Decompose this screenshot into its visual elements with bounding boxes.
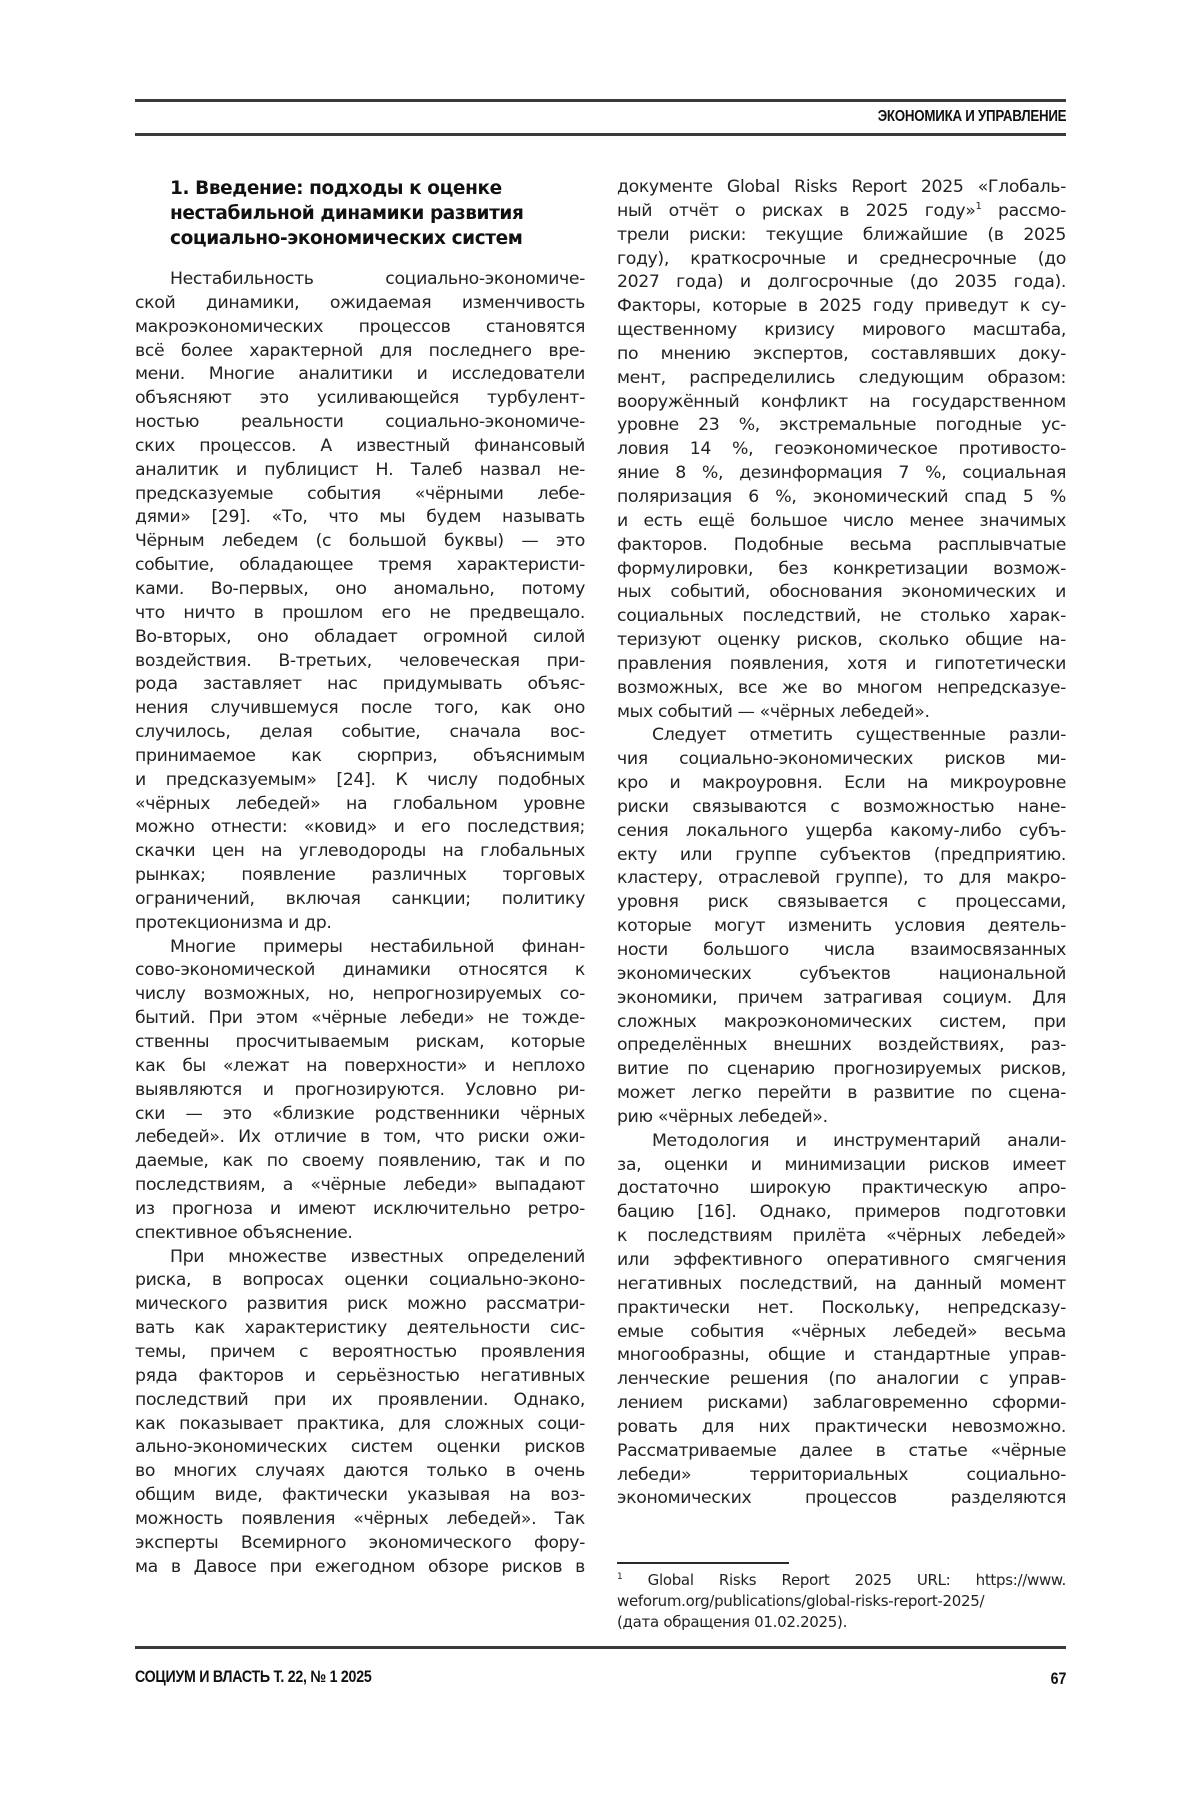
text-line: случилось, делая событие, сначала вос- <box>135 722 585 743</box>
text-line: лебеди» территориальных социально- <box>617 1464 1066 1485</box>
text-line: даемые, как по своему появлению, так и по <box>135 1151 585 1172</box>
page-number: 67 <box>1050 1670 1066 1688</box>
text-line: и есть ещё большое число менее значимых <box>617 510 1066 531</box>
text-line: ских процессов. А известный финансовый <box>135 435 585 456</box>
text-line: всё более характерной для последнего вре- <box>135 340 585 361</box>
text-line: как показывает практика, для сложных соци- <box>135 1413 585 1434</box>
text-line: экономических субъектов национальной <box>617 963 1066 984</box>
text-line: 2027 года) и долгосрочные (до 2035 года). <box>617 272 1066 293</box>
text-line: лением рисками) заблаговременно сформи- <box>617 1393 1066 1414</box>
text-line: ности большого числа взаимосвязанных <box>617 940 1066 960</box>
text-line: может легко перейти в развитие по сцена- <box>617 1083 1066 1104</box>
footnote-line: weforum.org/publications/global-risks-report-2025/ <box>617 1592 985 1610</box>
text-line: протекционизма и др. <box>135 912 332 933</box>
header-top-rule <box>135 99 1066 102</box>
text-line: ный отчёт о рисках в 2025 году»$^1$ рассмо- <box>617 200 1066 221</box>
text-line: эксперты Всемирного экономического фору- <box>135 1532 585 1553</box>
text-line: возможных, все же во многом непредсказуе- <box>617 677 1066 698</box>
text-line: факторов. Подобные весьма расплывчатые <box>617 534 1066 555</box>
text-line: году), краткосрочные и среднесрочные (до <box>617 248 1066 269</box>
text-line: выявляются и прогнозируются. Условно ри- <box>135 1079 585 1100</box>
text-line: ленческие решения (по аналогии с управ- <box>617 1369 1066 1390</box>
text-line: последствий при их проявлении. Однако, <box>135 1389 585 1410</box>
footnote <box>617 1570 1066 1633</box>
text-line: вооружённый конфликт на государственном <box>617 391 1066 412</box>
text-line: Следует отметить существенные разли- <box>652 725 1066 746</box>
text-line: последствиям, а «чёрные лебеди» выпадают <box>135 1175 585 1196</box>
text-line: ровать для них практически невозможно. <box>617 1416 1066 1437</box>
text-line: теризуют оценку рисков, сколько общие на- <box>617 630 1066 651</box>
text-line: можность появления «чёрных лебедей». Так <box>135 1508 585 1529</box>
text-line: или эффективного оперативного смягчения <box>617 1249 1066 1270</box>
text-line: емые события «чёрных лебедей» весьма <box>617 1321 1066 1342</box>
text-line: риска, в вопросах оценки социально-эконо- <box>135 1270 585 1291</box>
text-line: принимаемое как сюрприз, объяснимым <box>135 745 585 766</box>
text-line: нения случившемуся после того, как оно <box>135 698 585 719</box>
text-line: ных событий, обоснования экономических и <box>617 582 1066 603</box>
text-line: яние 8 %, дезинформация 7 %, социальная <box>617 463 1066 484</box>
text-line: предсказуемые события «чёрными лебе- <box>135 483 585 504</box>
text-line: во многих случаях даются только в очень <box>135 1461 585 1482</box>
text-line: екту или группе субъектов (предприятию. <box>617 844 1066 865</box>
text-line: достаточно широкую практическую апро- <box>617 1178 1066 1199</box>
text-line: Нестабильность социально-экономиче- <box>170 269 585 289</box>
text-line: Методология и инструментарий анали- <box>652 1130 1066 1151</box>
text-line: ловия 14 %, геоэкономическое противосто- <box>617 439 1066 460</box>
text-line: документе Global Risks Report 2025 «Глобаль- <box>617 177 1066 197</box>
text-line: ской динамики, ожидаемая изменчивость <box>135 292 585 313</box>
section-heading-line: нестабильной динамики развития <box>170 203 524 224</box>
text-line: мент, распределились следующим образом: <box>617 367 1066 388</box>
text-line: общим виде, фактически указывая на воз- <box>135 1485 585 1506</box>
text-line: негативных последствий, на данный момент <box>617 1273 1066 1294</box>
section-heading-line: 1. Введение: подходы к оценке <box>170 178 502 199</box>
text-line: ностью реальности социально-экономиче- <box>135 412 585 433</box>
right-column-body <box>617 176 1066 1511</box>
text-line: дями» [29]. «То, что мы будем называть <box>135 507 585 528</box>
text-line: объясняют это усиливающейся турбулент- <box>135 388 585 409</box>
text-line: аналитик и публицист Н. Талеб назвал не- <box>135 459 585 480</box>
text-line: за, оценки и минимизации рисков имеет <box>617 1154 1066 1175</box>
text-line: Многие примеры нестабильной финан- <box>170 936 585 957</box>
footnote-marker: 1 <box>617 1572 623 1582</box>
text-line: кластеру, отраслевой группе), то для макро- <box>617 868 1066 889</box>
text-line: риски связываются с возможностью нане- <box>617 796 1066 817</box>
text-line: скачки цен на углеводороды на глобальных <box>135 841 585 862</box>
text-line: по мнению экспертов, составлявших доку- <box>617 343 1066 364</box>
text-line: ограничений, включая санкции; политику <box>135 888 585 909</box>
text-line: Рассматриваемые далее в статье «чёрные <box>617 1440 1066 1461</box>
text-line: чия социально-экономических рисков ми- <box>617 749 1066 770</box>
section-heading-line: социально-экономических систем <box>170 228 523 249</box>
text-line: вать как характеристику деятельности сис- <box>135 1318 585 1339</box>
footnote-reference[interactable]: 1 <box>975 200 982 212</box>
footnote-separator <box>617 1562 789 1564</box>
text-line: мых событий — «чёрных лебедей». <box>617 701 930 722</box>
text-line: сложных макроэкономических систем, при <box>617 1011 1066 1032</box>
text-line: мени. Многие аналитики и исследователи <box>135 364 585 385</box>
footnote-line: $^1$ Global Risks Report 2025 URL: https://www. <box>617 1571 1066 1589</box>
text-line: ски — это «близкие родственники чёрных <box>135 1103 585 1124</box>
text-line: рию «чёрных лебедей». <box>617 1106 828 1127</box>
text-line: уровне 23 %, экстремальные погодные ус- <box>617 415 1066 436</box>
text-line: можно отнести: «ковид» и его последствия; <box>135 817 585 838</box>
text-line: экономических процессов разделяются <box>617 1488 1066 1509</box>
text-line: мического развития риск можно рассматри- <box>135 1294 585 1315</box>
text-line: Факторы, которые в 2025 году приведут к су- <box>617 296 1066 317</box>
text-line: Чёрным лебедем (с большой буквы) — это <box>135 531 585 552</box>
text-line: ками. Во-первых, оно аномально, потому <box>135 578 585 599</box>
text-line: из прогноза и имеют исключительно ретро- <box>135 1198 585 1219</box>
text-line: бацию [16]. Однако, примеров подготовки <box>617 1202 1066 1223</box>
text-line: которые могут изменить условия деятель- <box>617 916 1066 937</box>
footer-rule <box>135 1646 1066 1649</box>
text-line: кро и макроуровня. Если на микроуровне <box>617 773 1066 794</box>
text-line: событие, обладающее тремя характеристи- <box>135 555 585 576</box>
text-line: сения локального ущерба какому-либо субъ- <box>617 820 1066 841</box>
text-line: воздействия. В-третьих, человеческая при- <box>135 650 585 671</box>
text-line: числу возможных, но, непрогнозируемых со- <box>135 984 585 1005</box>
text-line: социальных последствий, не столько харак- <box>617 606 1066 627</box>
text-line: формулировки, без конкретизации возмож- <box>617 558 1066 579</box>
text-line: трели риски: текущие ближайшие (в 2025 <box>617 224 1066 245</box>
text-line: сово-экономической динамики относятся к <box>135 960 585 981</box>
text-line: рода заставляет нас придумывать объяс- <box>135 674 585 695</box>
text-line: и предсказуемым» [24]. К числу подобных <box>135 769 585 790</box>
running-head-section: ЭКОНОМИКА И УПРАВЛЕНИЕ <box>877 108 1066 125</box>
text-line: практически нет. Поскольку, непредсказу- <box>617 1297 1066 1318</box>
text-line: экономики, причем затрагивая социум. Для <box>617 987 1066 1008</box>
text-line: лебедей». Их отличие в том, что риски ожи- <box>135 1127 585 1148</box>
text-line: уровня риск связывается с процессами, <box>617 892 1066 913</box>
text-line: что ничто в прошлом его не предвещало. <box>135 602 585 623</box>
text-line: ма в Давосе при ежегодном обзоре рисков в <box>135 1556 585 1577</box>
text-line: щественному кризису мирового масштаба, <box>617 320 1066 341</box>
text-line: к последствиям прилёта «чёрных лебедей» <box>617 1226 1066 1247</box>
text-line: «чёрных лебедей» на глобальном уровне <box>135 793 585 814</box>
text-line: бытий. При этом «чёрные лебеди» не тожде- <box>135 1008 585 1029</box>
header-bottom-rule <box>135 133 1066 136</box>
text-line: многообразны, общие и стандартные управ- <box>617 1345 1066 1366</box>
text-line: ственны просчитываемым рискам, которые <box>135 1032 585 1052</box>
text-line: макроэкономических процессов становятся <box>135 316 585 337</box>
text-line: темы, причем с вероятностью проявления <box>135 1341 585 1362</box>
section-heading <box>170 176 590 251</box>
text-line: как бы «лежат на поверхности» и неплохо <box>135 1055 585 1076</box>
text-line: поляризация 6 %, экономический спад 5 % <box>617 486 1066 507</box>
text-line: При множестве известных определений <box>170 1246 585 1267</box>
text-line: витие по сценарию прогнозируемых рисков, <box>617 1059 1066 1080</box>
footnote-line: (дата обращения 01.02.2025). <box>617 1613 848 1631</box>
text-line: спективное объяснение. <box>135 1222 353 1243</box>
text-line: определённых внешних воздействиях, раз- <box>617 1035 1066 1056</box>
text-line: Во-вторых, оно обладает огромной силой <box>135 626 585 647</box>
text-line: ально-экономических систем оценки рисков <box>135 1437 585 1458</box>
text-line: ряда факторов и серьёзностью негативных <box>135 1365 585 1386</box>
text-line: рынках; появление различных торговых <box>135 865 585 886</box>
journal-title: СОЦИУМ И ВЛАСТЬ Т. 22, № 1 2025 <box>135 1668 372 1686</box>
left-column-body <box>135 268 585 1579</box>
text-line: правления появления, хотя и гипотетически <box>617 653 1066 674</box>
